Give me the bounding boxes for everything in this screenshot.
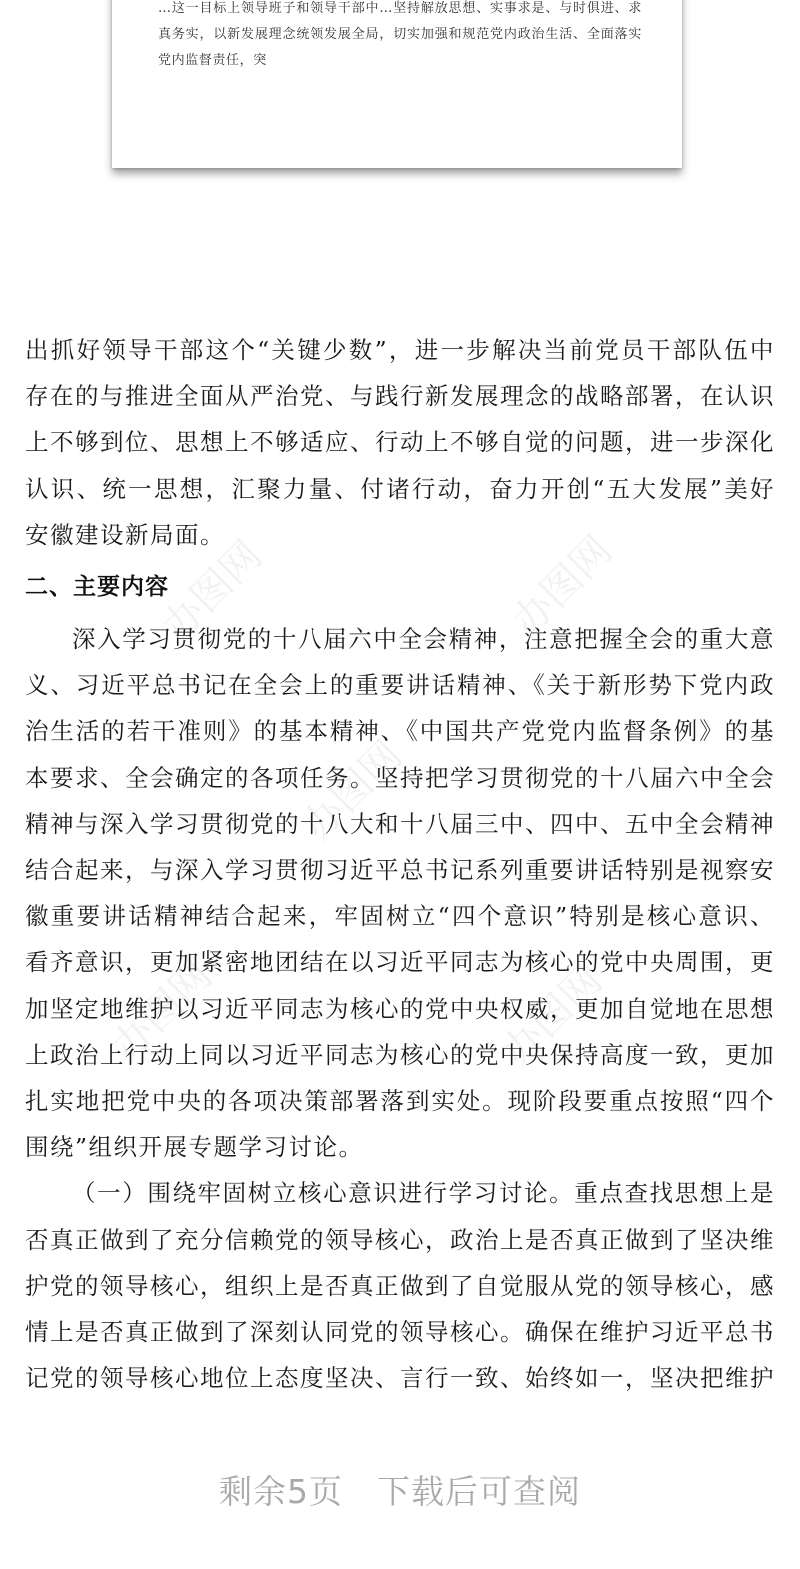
document-body: [25, 327, 775, 1401]
watermark: 办图网: [103, 952, 222, 1070]
paragraph-main-content: 深入学习贯彻党的十八届六中全会精神，注意把握全会的重大意义、习近平总书记在全会上的重要讲话精神、《关于新形势下党内政治生活的若干准则》的基本精神、《中国共产党党内监督条例》的基本要求、全会确定的各项任务。坚持把学习贯彻党的十八届六中全会精神与深入学习贯彻党的十八大和十八届三中、四中、五中全会精神结合起来，与深入学习贯彻习近平总书记系列重要讲话特别是视察安徽重要讲话精神结合起来，牢固树立“四个意识”特别是核心意识、看齐意识，更加紧密地团结在以习近平同志为核心的党中央周围，更加坚定地维护以习近平同志为核心的党中央权威，更加自觉地在思想上政治上行动上同以习近平同志为核心的党中央保持高度一致，更加扎实地把党中央的各项决策部署落到实处。现阶段要重点按照“四个围绕”组织开展专题学习讨论。: [25, 625, 775, 1162]
section-heading-main-content: 二、主要内容: [25, 574, 169, 601]
paragraph-item-one: （一）围绕牢固树立核心意识进行学习讨论。重点查找思想上是否真正做到了充分信赖党的领导核心，政治上是否真正做到了坚决维护党的领导核心，组织上是否真正做到了自觉服从党的领导核心，感情上是否真正做到了深刻认同党的领导核心。确保在维护习近平总书记党的领导核心地位上态度坚决、言行一致、始终如一，坚决把维护: [25, 1179, 775, 1393]
remaining-pages-label: 剩余5页: [219, 1472, 343, 1511]
preview-text: …这一目标上领导班子和领导干部中…坚持解放思想、实事求是、与时俱进、求真务实，以新发展理念统领发展全局，切实加强和规范党内政治生活、全面落实党内监督责任，突: [158, 1, 642, 68]
paragraph-intro-continued: 出抓好领导干部这个“关键少数”，进一步解决当前党员干部队伍中存在的与推进全面从严治党、与践行新发展理念的战略部署，在认识上不够到位、思想上不够适应、行动上不够自觉的问题，进一步深化认识、统一思想，汇聚力量、付诸行动，奋力开创“五大发展”美好安徽建设新局面。: [25, 336, 775, 549]
watermark: 办图网: [493, 957, 612, 1075]
watermark: 办图网: [153, 532, 272, 650]
remaining-pages-notice[interactable]: [0, 1466, 800, 1513]
page-preview-card: [112, 0, 682, 168]
watermark: 办图网: [293, 732, 412, 850]
watermark: 办图网: [503, 527, 622, 645]
download-to-view-label: 下载后可查阅: [377, 1472, 581, 1511]
